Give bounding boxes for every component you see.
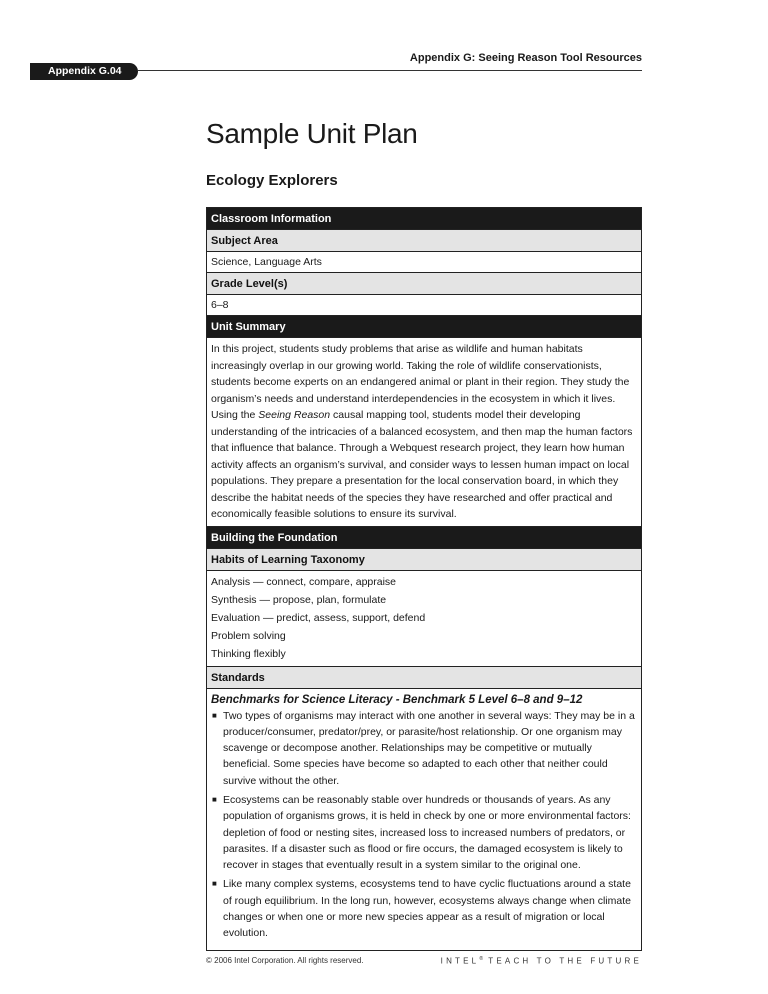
standard-text: Two types of organisms may interact with one another in several ways: They may be in a producer/consumer, predator/prey, or parasite/host relationship. Or one organism may scavenge or decompose another. Relationships may be competitive or mutually beneficial. Some species have become so adapted to each other that neither could survive without the other. [223,709,635,787]
registered-mark: ® [479,956,484,962]
habit-item: Problem solving [211,629,286,642]
unit-summary-cell [207,338,641,527]
standards-title: Benchmarks for Science Literacy - Benchmark 5 Level 6–8 and 9–12 [211,693,583,706]
appendix-tab: Appendix G.04 [30,63,138,80]
unit-summary-header: Unit Summary [207,316,641,338]
unit-summary-tool-name: Seeing Reason [258,409,331,421]
standard-item [211,708,637,789]
header-rule [138,70,642,71]
standard-item [211,792,637,873]
grade-level-value: 6–8 [207,295,641,316]
unit-plan-table [206,207,642,951]
standard-item [211,876,637,941]
footer-brand [441,956,642,966]
standard-text: Ecosystems can be reasonably stable over hundreds or thousands of years. As any population of organisms grows, it is held in check by one or more environmental factors: depletion of food or nesting sites, increased loss to increased numbers of predators, or parasites. If a disaster such as flood or fire occurs, the damaged ecosystem is likely to recover in stages that eventually result in a system similar to the original one. [223,793,631,872]
habit-item: Thinking flexibly [211,647,286,660]
unit-name: Ecology Explorers [206,172,338,189]
classroom-info-header: Classroom Information [207,208,641,230]
unit-summary-text [211,339,637,525]
bullet-icon: ■ [212,794,217,804]
habits-label: Habits of Learning Taxonomy [207,549,641,571]
standards-list [211,708,637,949]
page-title: Sample Unit Plan [206,118,418,149]
grade-level-label: Grade Level(s) [207,273,641,295]
unit-summary-part2: causal mapping tool, students model their developing understanding of the intricacies of a balanced ecosystem, and then map the human factors that influence that balance. Through a Webquest research project, they learn how human activity affects an organism’s survival, and consider ways to lessen human impact on local populations. They prepare a presentation for the local conservation board, in which they describe the habitat needs of the species they have researched and offer practical and economically feasible solutions to ensure its survival. [211,409,633,520]
subject-area-label: Subject Area [207,230,641,252]
standard-text: Like many complex systems, ecosystems tend to have cyclic fluctuations around a state of rough equilibrium. In the long run, however, ecosystems always change when climate changes or when one or more new species appear as a result of migration or local evolution. [223,878,631,940]
habits-list [207,571,641,667]
standards-cell [207,689,641,950]
habit-item: Analysis — connect, compare, appraise [211,575,397,588]
brand-name: INTEL [440,956,480,966]
brand-tagline: TEACH TO THE FUTURE [483,956,642,966]
header-title: Appendix G: Seeing Reason Tool Resources [409,52,642,64]
subject-area-value: Science, Language Arts [207,252,641,273]
unit-summary-part1: In this project, students study problems that arise as wildlife and human habitats increasingly overlap in our growing world. Taking the role of wildlife conservationists, students become experts on an endangered animal or plant in their region. They study the organism’s needs and understand interdependencies in the ecosystem in which it lives. Using the [211,343,630,421]
habit-item: Evaluation — predict, assess, support, defend [211,611,426,624]
bullet-icon: ■ [212,710,217,720]
standards-label: Standards [207,667,641,689]
bullet-icon: ■ [212,879,217,889]
footer-copyright: © 2006 Intel Corporation. All rights reserved. [206,956,364,965]
building-foundation-header: Building the Foundation [207,527,641,549]
habit-item: Synthesis — propose, plan, formulate [211,593,387,606]
